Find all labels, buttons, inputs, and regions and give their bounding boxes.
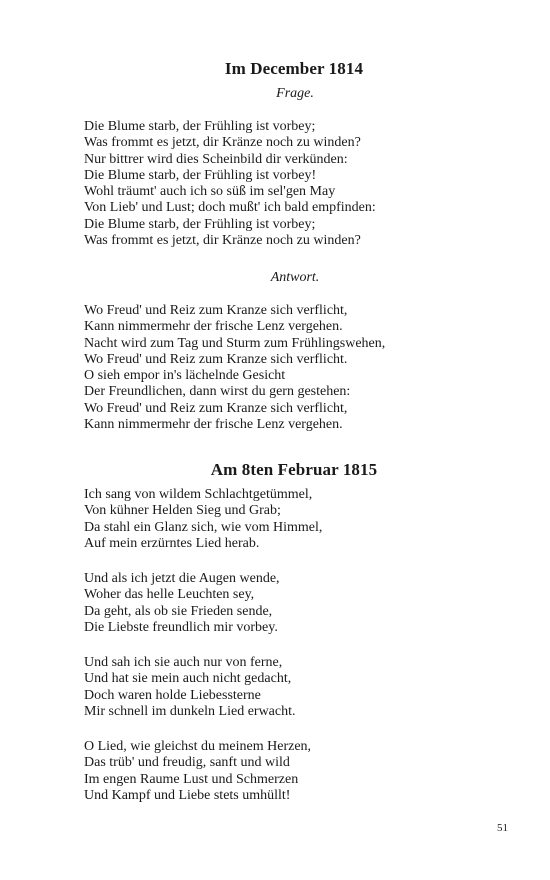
verse-line: Von Lieb' und Lust; doch mußt' ich bald empfinden: [84, 200, 376, 216]
verse-line: Nur bittrer wird dies Scheinbild dir verkünden: [84, 151, 348, 167]
verse-line: Ich sang von wildem Schlachtgetümmel, [84, 487, 313, 502]
verse-line: Da geht, als ob sie Frieden sende, [84, 603, 273, 619]
verse-line: Wo Freud' und Reiz zum Kranze sich verflicht, [84, 303, 348, 318]
stanza-answer [84, 303, 385, 433]
verse-line: O sieh empor in's lächelnde Gesicht [84, 368, 286, 384]
verse-line: Mir schnell im dunkeln Lied erwacht. [84, 703, 296, 719]
verse-line: Von kühner Helden Sieg und Grab; [84, 503, 281, 519]
verse-line: Der Freundlichen, dann wirst du gern gestehen: [84, 384, 351, 400]
verse-line: Was frommt es jetzt, dir Kränze noch zu winden? [84, 233, 361, 249]
verse-line: Woher das helle Leuchten sey, [84, 587, 255, 603]
verse-line: Und sah ich sie auch nur von ferne, [84, 655, 283, 670]
stanza [84, 655, 296, 720]
section-label-answer: Antwort. [270, 270, 320, 285]
stanza-question [84, 119, 376, 249]
verse-line: Was frommt es jetzt, dir Kränze noch zu winden? [84, 135, 361, 151]
verse-line: Da stahl ein Glanz sich, wie vom Himmel, [84, 519, 323, 535]
verse-line: Wo Freud' und Reiz zum Kranze sich verflicht, [84, 400, 348, 416]
page-number: 51 [497, 822, 508, 834]
verse-line: Doch waren holde Liebessterne [84, 687, 261, 703]
verse-line: Wohl träumt' auch ich so süß im sel'gen May [84, 184, 336, 200]
verse-line: Und Kampf und Liebe stets umhüllt! [84, 787, 291, 803]
verse-line: Die Blume starb, der Frühling ist vorbey; [84, 119, 316, 134]
verse-line: Kann nimmermehr der frische Lenz vergehen. [84, 319, 343, 335]
verse-line: Die Blume starb, der Frühling ist vorbey! [84, 167, 317, 183]
verse-line: Auf mein erzürntes Lied herab. [84, 535, 260, 551]
poem-title: Am 8ten Februar 1815 [210, 460, 378, 479]
section-label-question: Frage. [276, 86, 314, 101]
verse-line: O Lied, wie gleichst du meinem Herzen, [84, 739, 312, 754]
poem-title: Im December 1814 [224, 59, 364, 78]
stanza [84, 739, 311, 804]
verse-line: Nacht wird zum Tag und Sturm zum Frühlingswehen, [84, 335, 386, 351]
verse-line: Im engen Raume Lust und Schmerzen [84, 771, 299, 787]
verse-line: Kann nimmermehr der frische Lenz vergehen. [84, 417, 343, 433]
verse-line: Die Blume starb, der Frühling ist vorbey; [84, 216, 316, 232]
verse-line: Die Liebste freundlich mir vorbey. [84, 619, 278, 635]
verse-line: Und als ich jetzt die Augen wende, [84, 571, 280, 586]
stanza [84, 571, 280, 636]
verse-line: Und hat sie mein auch nicht gedacht, [84, 671, 292, 687]
verse-line: Wo Freud' und Reiz zum Kranze sich verflicht. [84, 351, 348, 367]
stanza [84, 487, 322, 552]
verse-line: Das trüb' und freudig, sanft und wild [84, 755, 290, 771]
